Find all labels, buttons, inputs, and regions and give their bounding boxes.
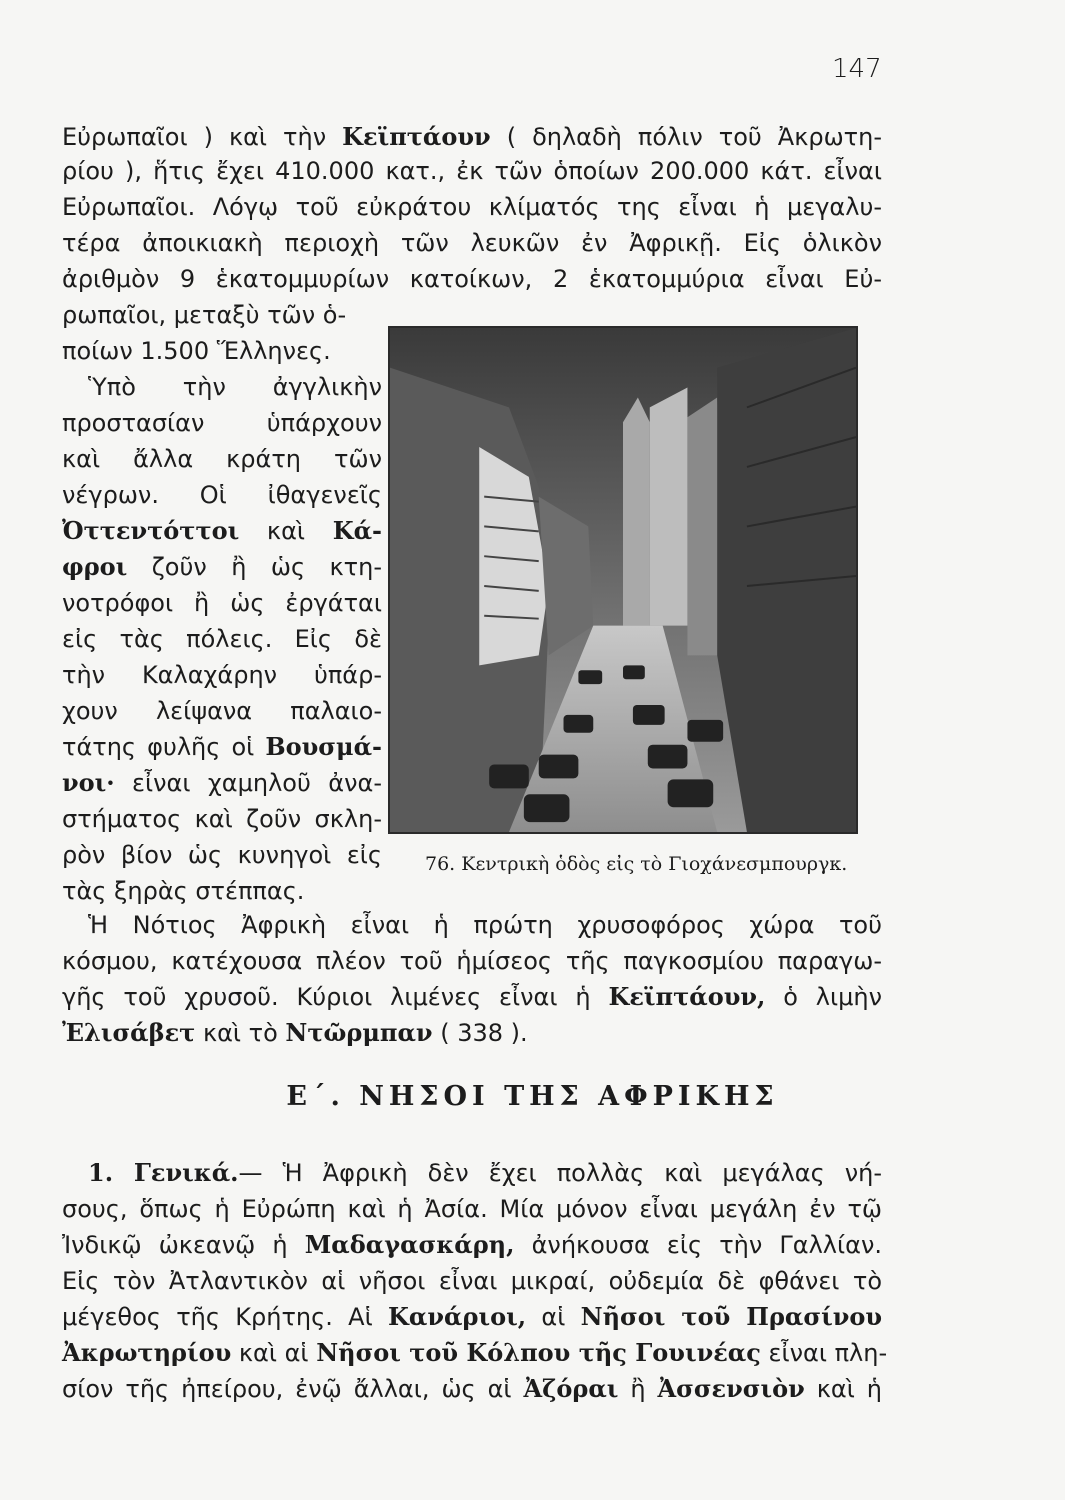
text-line — [62, 730, 382, 764]
text-line: στήματος καὶ ζοῦν σκλη- — [62, 805, 382, 833]
place-name-keiptaoun: Κεϊπτάουν — [342, 122, 491, 151]
term-bousmanoi: Βουσμά- — [265, 732, 382, 761]
section-title: Ε΄. ΝΗΣΟΙ ΤΗΣ ΑΦΡΙΚΗΣ — [286, 1081, 779, 1112]
text-line: ποίων 1.500 Ἕλληνες. — [62, 337, 331, 365]
place-name-azores: Ἀζόραι — [523, 1374, 619, 1403]
text: ζοῦν ἢ ὡς κτη- — [127, 553, 382, 581]
text-line: σους, ὅπως ἡ Εὐρώπη καὶ ἡ Ἀσία. Μία μόνον εἶναι μεγάλη ἐν τῷ — [62, 1195, 882, 1223]
text-line — [62, 980, 882, 1014]
term-kafroi-cont: φροι — [62, 552, 128, 581]
text: ( 338 ). — [432, 1019, 528, 1047]
place-name-durban: Ντῶρμπαν — [285, 1018, 433, 1047]
text-line: νέγρων. Οἱ ἰθαγενεῖς — [62, 481, 382, 509]
text-line — [62, 1228, 882, 1262]
text-line — [88, 1156, 882, 1190]
text: καὶ — [239, 517, 333, 545]
text-line — [62, 1372, 882, 1406]
text: Ἰνδικῷ ὠκεανῷ ἡ — [62, 1231, 305, 1259]
figure-caption: 76. Κεντρικὴ ὁδὸς εἰς τὸ Γιοχάνεσμπουργκ. — [425, 853, 848, 875]
text-line — [62, 766, 382, 800]
place-name-cape-verde: Νῆσοι τοῦ Πρασίνου — [580, 1302, 882, 1331]
text: ( δηλαδὴ πόλιν τοῦ Ἀκρωτη- — [490, 123, 882, 151]
text-line: χουν λείψανα παλαιο- — [62, 697, 382, 725]
place-name-canaries: Κανάριοι, — [388, 1302, 527, 1331]
text-line: νοτρόφοι ἢ ὡς ἐργάται — [62, 589, 382, 617]
text: καὶ αἱ — [231, 1339, 317, 1367]
text-line: κόσμου, κατέχουσα πλέον τοῦ ἡμίσεος τῆς παγκοσμίου παραγω- — [62, 947, 882, 975]
text-line: Ἡ Νότιος Ἀφρικὴ εἶναι ἡ πρώτη χρυσοφόρος χώρα τοῦ — [88, 911, 882, 939]
text-line: Εὐρωπαῖοι. Λόγῳ τοῦ εὐκράτου κλίματός της εἶναι ἡ μεγαλυ- — [62, 193, 882, 221]
text: σίον τῆς ἠπείρου, ἐνῷ ἄλλαι, ὡς αἱ — [62, 1375, 524, 1403]
place-name-ascension: Ἀσσενσιὸν — [657, 1374, 805, 1403]
text: — Ἡ Ἀφρικὴ δὲν ἔχει πολλὰς καὶ μεγάλας νή- — [238, 1159, 882, 1187]
text-line — [62, 514, 382, 548]
text-line: τέρα ἀποικιακὴ περιοχὴ τῶν λευκῶν ἐν Ἀφρικῇ. Εἰς ὁλικὸν — [62, 229, 882, 257]
street-photo — [388, 326, 858, 834]
text-line: ἀριθμὸν 9 ἑκατομμυρίων κατοίκων, 2 ἑκατομμύρια εἶναι Εὐ- — [62, 265, 882, 293]
place-name-madagascar: Μαδαγασκάρη, — [304, 1230, 515, 1259]
text-line — [62, 1300, 882, 1334]
text: τάτης φυλῆς οἱ — [62, 733, 266, 761]
text: αἱ — [526, 1303, 581, 1331]
place-name-keiptaoun: Κεϊπτάουν, — [608, 982, 766, 1011]
text: μέγεθος τῆς Κρήτης. Αἱ — [62, 1303, 389, 1331]
text-line — [62, 1016, 528, 1050]
text-line: ρὸν βίον ὡς κυνηγοὶ εἰς — [62, 841, 382, 869]
text-line — [62, 550, 382, 584]
text: ἢ — [618, 1375, 658, 1403]
text-line — [62, 1336, 888, 1370]
text-line: εἰς τὰς πόλεις. Εἰς δὲ — [62, 625, 382, 653]
term-bousmanoi-cont: νοι· — [62, 768, 115, 797]
place-name-gulf-guinea: Νῆσοι τοῦ Κόλπου τῆς Γουινέας — [316, 1338, 761, 1367]
text-line: ρίου ), ἥτις ἔχει 410.000 κατ., ἐκ τῶν ὁποίων 200.000 κάτ. εἶναι — [62, 157, 882, 185]
text-line: προστασίαν ὑπάρχουν — [62, 409, 382, 437]
text-line: τὰς ξηρὰς στέππας. — [62, 877, 305, 905]
text-line — [62, 120, 882, 154]
term-ottentottoi: Ὀττεντόττοι — [62, 516, 240, 545]
text: ὁ λιμὴν — [765, 983, 882, 1011]
text: γῆς τοῦ χρυσοῦ. Κύριοι λιμένες εἶναι ἡ — [62, 983, 609, 1011]
text-line: ρωπαῖοι, μεταξὺ τῶν ὁ- — [62, 301, 347, 329]
text: ἀνήκουσα εἰς τὴν Γαλλίαν. — [514, 1231, 882, 1259]
text-line: Ὑπὸ τὴν ἀγγλικὴν — [88, 373, 382, 401]
text-line: καὶ ἄλλα κράτη τῶν — [62, 445, 382, 473]
text: εἶναι χαμηλοῦ ἀνα- — [114, 769, 382, 797]
page-number: 147 — [832, 54, 882, 84]
text: καὶ ἡ — [804, 1375, 883, 1403]
text: καὶ τὸ — [195, 1019, 286, 1047]
text-line: Εἰς τὸν Ἀτλαντικὸν αἱ νῆσοι εἶναι μικραί, οὐδεμία δὲ φθάνει τὸ — [62, 1267, 882, 1295]
street-photo-illustration — [390, 328, 856, 832]
text: εἶναι πλη- — [760, 1339, 888, 1367]
term-kafroi: Κά- — [332, 516, 382, 545]
subsection-heading: 1. Γενικά. — [88, 1158, 239, 1187]
text: Εὐρωπαῖοι ) καὶ τὴν — [62, 123, 343, 151]
text-line: τὴν Καλαχάρην ὑπάρ- — [62, 661, 382, 689]
place-name-cape-verde-cont: Ἀκρωτηρίου — [62, 1338, 232, 1367]
place-name-elisavet: Ἐλισάβετ — [62, 1018, 196, 1047]
